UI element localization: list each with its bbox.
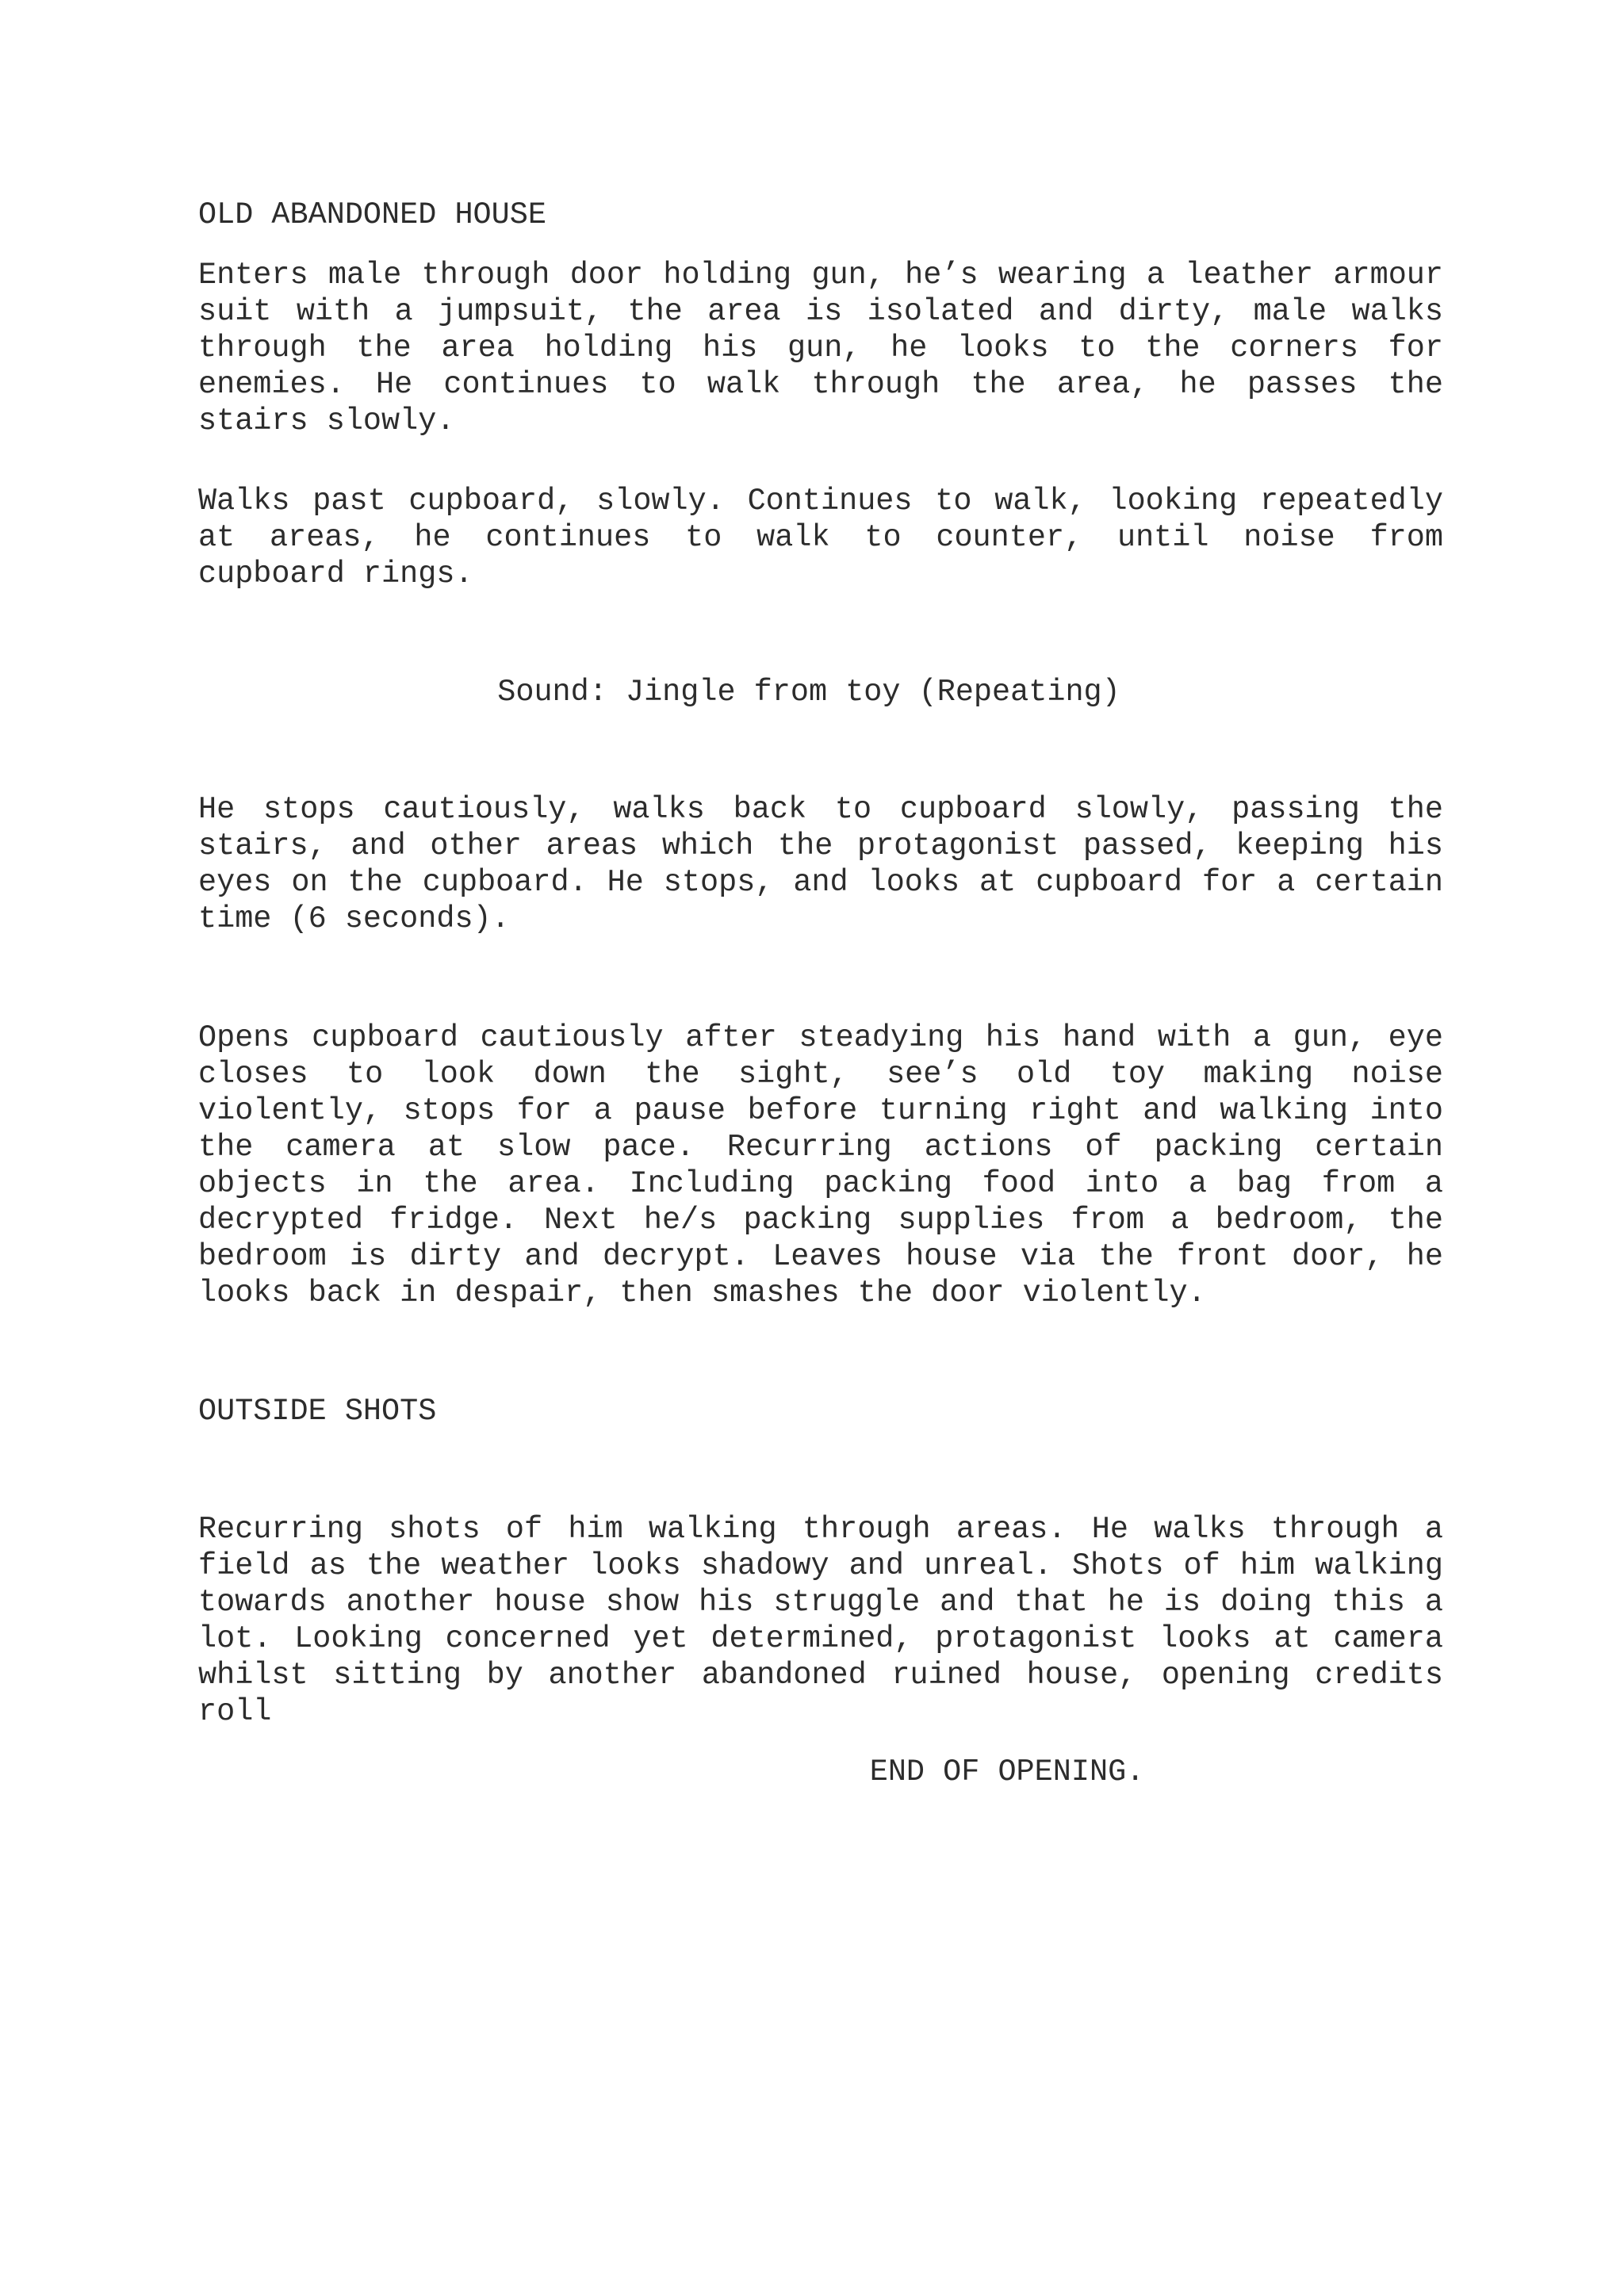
- action-paragraph-recurring-shots: Recurring shots of him walking through areas. He walks through a field as the weather looks shadowy and unreal. Shots of him walking towards another house show his struggle and that he is doing this a lot. Looking concerned yet determined, protagonist looks at camera whilst sitting by another abandoned ruined house, opening credits roll: [198, 1512, 1443, 1729]
- action-paragraph-walks-past-cupboard: Walks past cupboard, slowly. Continues to walk, looking repeatedly at areas, he continues to walk to counter, until noise from cupboard rings.: [198, 484, 1443, 591]
- action-paragraph-stops-cautiously: He stops cautiously, walks back to cupboard slowly, passing the stairs, and other areas which the protagonist passed, keeping his eyes on the cupboard. He stops, and looks at cupboard for a certain time (6 seconds).: [198, 792, 1443, 936]
- action-paragraph-opens-cupboard: Opens cupboard cautiously after steadying his hand with a gun, eye closes to look down the sight, see’s old toy making noise violently, stops for a pause before turning right and walking into the camera at slow pace. Recurring actions of packing certain objects in the area. Including packing food into a bag from a decrypted fridge. Next he/s packing supplies from a bedroom, the bedroom is dirty and decrypt. Leaves house via the front door, he looks back in despair, then smashes the door violently.: [198, 1020, 1443, 1311]
- scene-heading-outside-shots: OUTSIDE SHOTS: [198, 1394, 437, 1429]
- sound-cue: Sound: Jingle from toy (Repeating): [497, 675, 1120, 710]
- scene-heading-old-abandoned-house: OLD ABANDONED HOUSE: [198, 197, 546, 232]
- end-of-opening: END OF OPENING.: [869, 1755, 1145, 1789]
- action-paragraph-enters: Enters male through door holding gun, he’s wearing a leather armour suit with a jumpsuit, the area is isolated and dirty, male walks through the area holding his gun, he looks to the corners for enemies. He continues to walk through the area, he passes the stairs slowly.: [198, 258, 1443, 438]
